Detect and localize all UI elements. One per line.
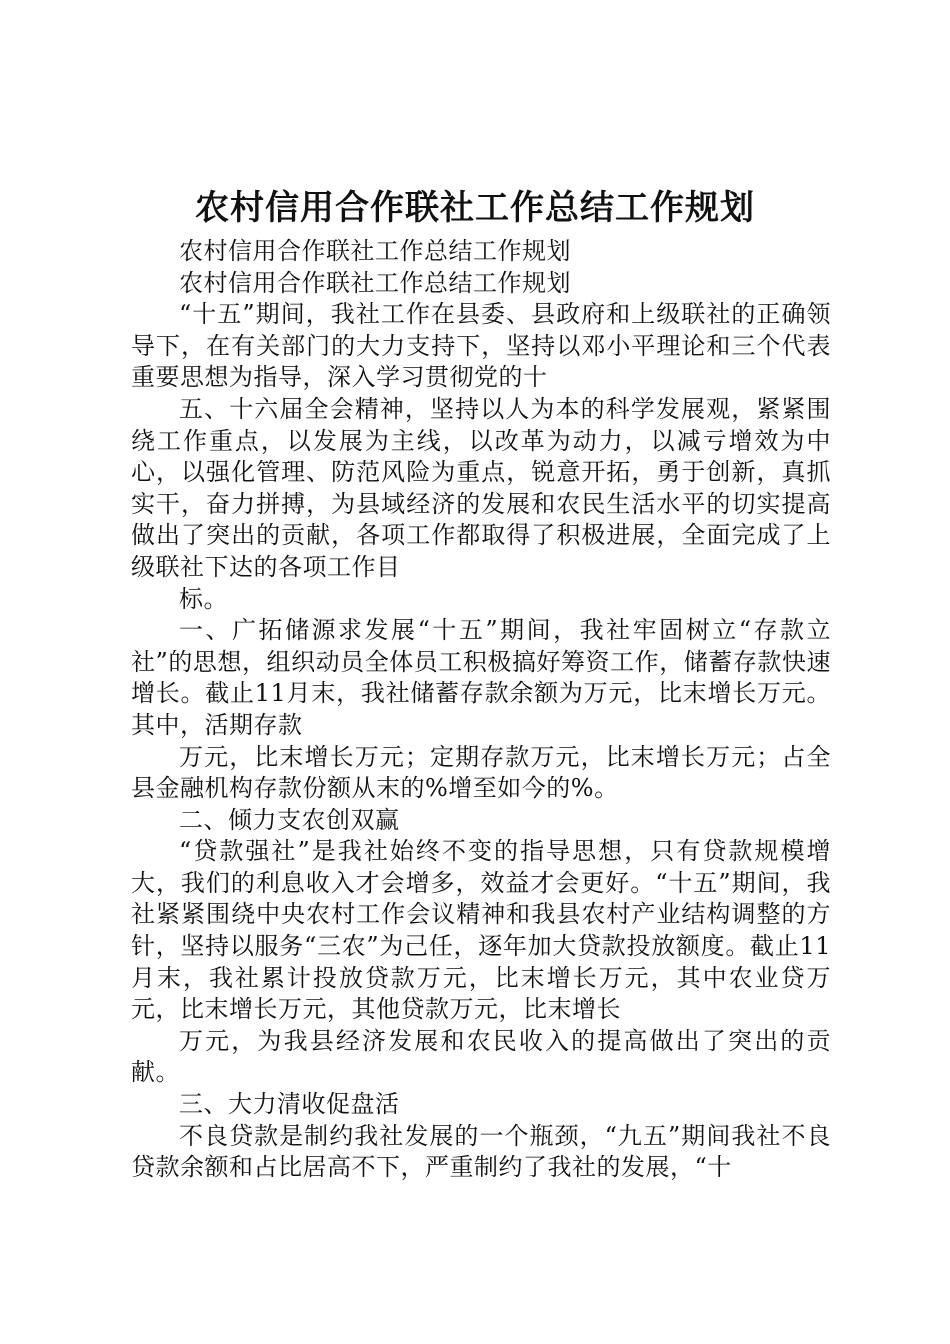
paragraph-section-1: 一、广拓储源求发展“十五”期间，我社牢固树立“存款立社”的思想，组织动员全体员工积极搞好筹资工作，储蓄存款快速增长。截止11月末，我社储蓄存款余额为万元，比末增长万元。其中，活期存款 <box>131 616 831 739</box>
document-body <box>131 236 831 1184</box>
paragraph: “十五”期间，我社工作在县委、县政府和上级联社的正确领导下，在有关部门的大力支持下，坚持以邓小平理论和三个代表重要思想为指导，深入学习贯彻党的十 <box>131 300 831 392</box>
section-heading-3: 三、大力清收促盘活 <box>179 1090 400 1119</box>
paragraph-heading: 农村信用合作联社工作总结工作规划 <box>179 268 571 297</box>
paragraph-subtitle: 农村信用合作联社工作总结工作规划 <box>179 237 571 265</box>
paragraph: 五、十六届全会精神，坚持以人为本的科学发展观，紧紧围绕工作重点，以发展为主线，以改革为动力，以减亏增效为中心，以强化管理、防范风险为重点，锐意开拓，勇于创新，真抓实干，奋力拼搏，为县域经济的发展和农民生活水平的切实提高做出了突出的贡献，各项工作都取得了积极进展，全面完成了上级联社下达的各项工作目 <box>131 394 831 581</box>
document-title: 农村信用合作联社工作总结工作规划 <box>195 188 755 228</box>
paragraph: “贷款强社”是我社始终不变的指导思想，只有贷款规模增大，我们的利息收入才会增多，效益才会更好。“十五”期间，我社紧紧围绕中央农村工作会议精神和我县农村产业结构调整的方针，坚持以服务“三农”为己任，逐年加大贷款投放额度。截止11月末，我社累计投放贷款万元，比末增长万元，其中农业贷万元，比末增长万元，其他贷款万元，比末增长 <box>131 837 831 1024</box>
section-heading-2: 二、倾力支农创双赢 <box>179 805 400 834</box>
paragraph: 万元，比末增长万元；定期存款万元，比末增长万元；占全县金融机构存款份额从末的%增至如今的%。 <box>131 742 831 803</box>
paragraph: 不良贷款是制约我社发展的一个瓶颈，“九五”期间我社不良贷款余额和占比居高不下，严重制约了我社的发展，“十 <box>131 1121 831 1182</box>
paragraph: 标。 <box>179 584 228 613</box>
paragraph: 万元，为我县经济发展和农民收入的提高做出了突出的贡献。 <box>131 1026 831 1087</box>
